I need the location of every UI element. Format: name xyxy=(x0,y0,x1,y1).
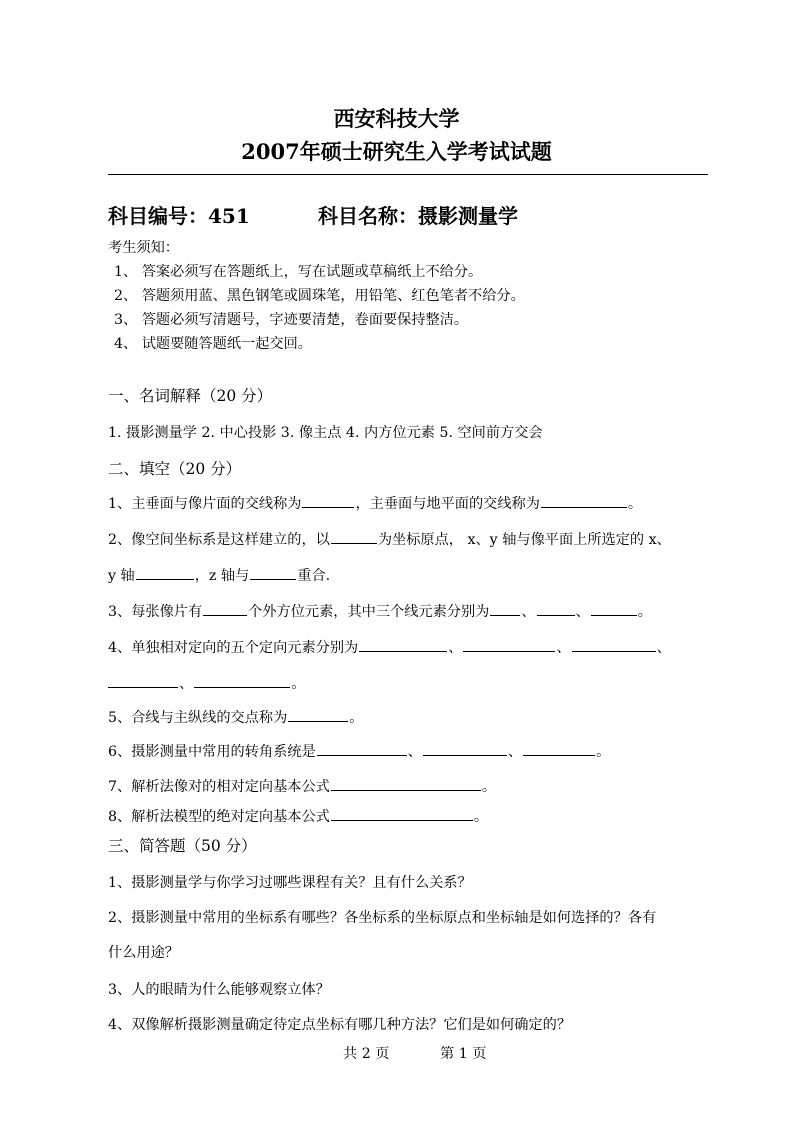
answer-blank xyxy=(288,707,348,722)
answer-blank xyxy=(537,601,575,616)
answer-blank xyxy=(541,493,627,508)
fill-question-2: 2、像空间坐标系是这样建立的，以 为坐标原点， x、y 轴与像平面上所选定的 x、 xyxy=(108,529,671,549)
answer-blank xyxy=(572,637,656,652)
header-rule xyxy=(108,174,708,175)
fill-question-1: 1、主垂面与像片面的交线称为 ，主垂面与地平面的交线称为 。 xyxy=(108,493,642,513)
essay-question-4: 4、双像解析摄影测量确定待定点坐标有哪几种方法？它们是如何确定的？ xyxy=(108,1017,572,1033)
answer-blank xyxy=(302,493,354,508)
answer-blank xyxy=(136,565,194,580)
section1-title: 一、名词解释（20 分） xyxy=(108,387,273,405)
answer-blank xyxy=(490,601,520,616)
section1-terms: 1. 摄影测量学 2. 中心投影 3. 像主点 4. 内方位元素 5. 空间前方交会 xyxy=(108,425,543,441)
fill-question-8: 8、解析法模型的绝对定向基本公式 。 xyxy=(108,806,488,826)
fill-question-4-cont: 、 。 xyxy=(108,673,305,693)
fill-question-6: 6、摄影测量中常用的转角系统是 、 、 。 xyxy=(108,741,610,761)
answer-blank xyxy=(194,673,290,688)
notice-title: 考生须知： xyxy=(108,240,179,256)
answer-blank xyxy=(523,741,595,756)
notice-item: 1、 答案必须写在答题纸上，写在试题或草稿纸上不给分。 xyxy=(114,264,483,280)
fill-question-2-cont: y 轴 ，z 轴与 重合. xyxy=(108,565,330,585)
answer-blank xyxy=(423,741,507,756)
essay-question-3: 3、人的眼睛为什么能够观察立体？ xyxy=(108,982,330,998)
answer-blank xyxy=(331,806,473,821)
essay-question-1: 1、摄影测量学与你学习过哪些课程有关？且有什么关系？ xyxy=(108,875,472,891)
notice-item: 3、 答题必须写清题号，字迹要清楚，卷面要保持整洁。 xyxy=(114,312,469,328)
page-number: 第 1 页 xyxy=(440,1046,487,1062)
answer-blank xyxy=(108,673,178,688)
fill-question-7: 7、解析法像对的相对定向基本公式 。 xyxy=(108,776,496,796)
subject-code: 科目编号：451 xyxy=(108,204,250,228)
answer-blank xyxy=(331,776,481,791)
notice-item: 2、 答题须用蓝、黑色钢笔或圆珠笔，用铅笔、红色笔者不给分。 xyxy=(114,288,525,304)
fill-question-4: 4、单独相对定向的五个定向元素分别为 、 、 、 xyxy=(108,637,671,657)
subject-name: 科目名称：摄影测量学 xyxy=(318,204,518,228)
section3-title: 三、简答题（50 分） xyxy=(108,837,257,855)
essay-question-2: 2、摄影测量中常用的坐标系有哪些？各坐标系的坐标原点和坐标轴是如何选择的？各有 xyxy=(108,910,657,926)
section2-title: 二、填空（20 分） xyxy=(108,460,242,478)
fill-question-3: 3、每张像片有 个外方位元素，其中三个线元素分别为 、 、 。 xyxy=(108,601,652,621)
fill-question-5: 5、合线与主纵线的交点称为 。 xyxy=(108,707,363,727)
answer-blank xyxy=(203,601,247,616)
essay-question-2-cont: 什么用途？ xyxy=(108,945,179,961)
university-name: 西安科技大学 xyxy=(333,106,460,131)
answer-blank xyxy=(331,529,377,544)
notice-item: 4、 试题要随答题纸一起交回。 xyxy=(114,336,312,352)
answer-blank xyxy=(463,637,555,652)
answer-blank xyxy=(359,637,447,652)
answer-blank xyxy=(591,601,637,616)
exam-title: 2007年硕士研究生入学考试试题 xyxy=(241,139,552,164)
page-total: 共 2 页 xyxy=(343,1046,390,1062)
answer-blank xyxy=(317,741,407,756)
answer-blank xyxy=(250,565,296,580)
